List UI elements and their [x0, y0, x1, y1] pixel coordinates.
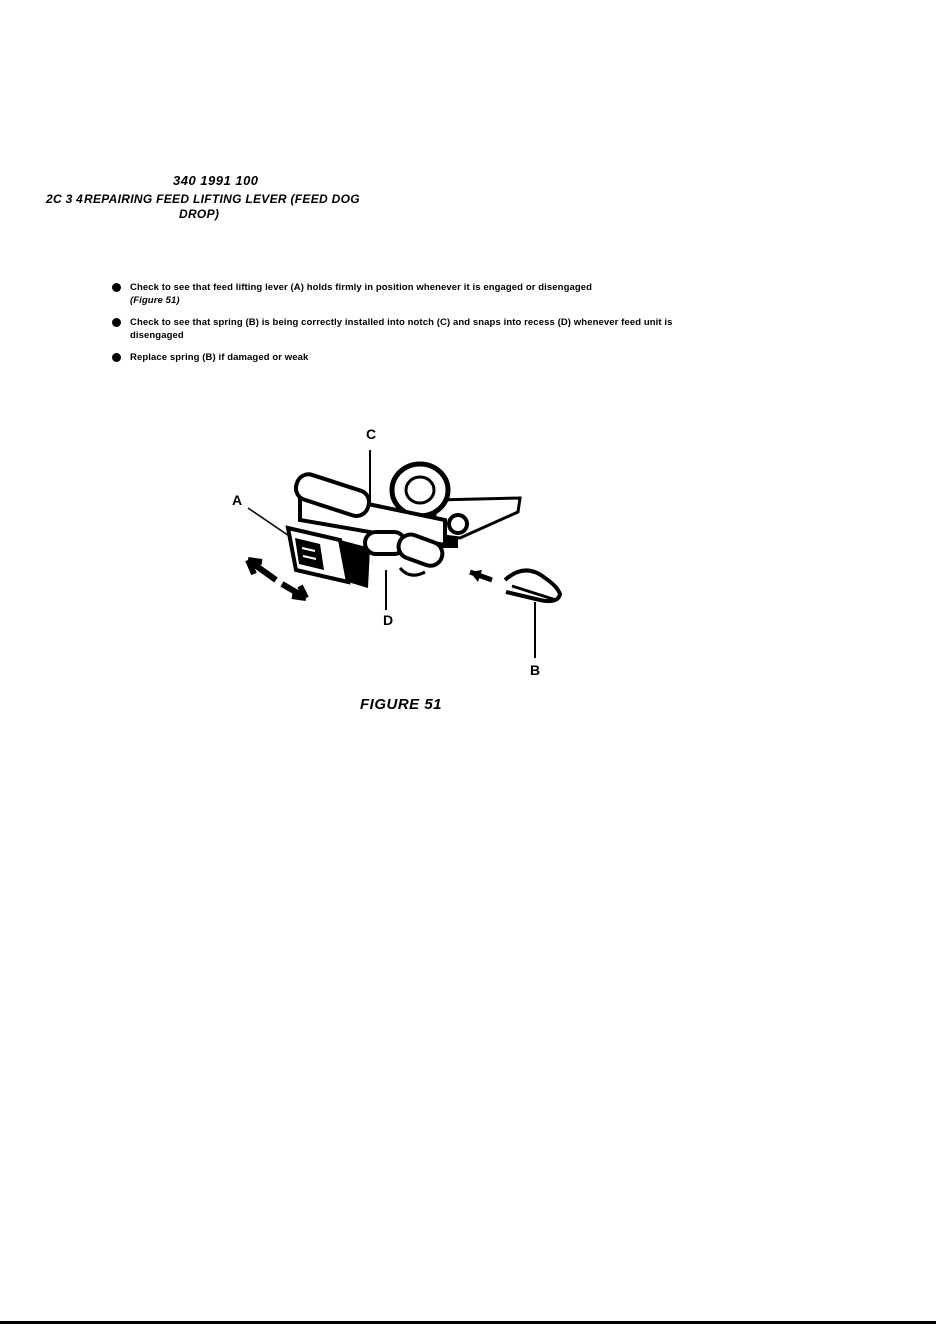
callout-b: B: [530, 662, 541, 678]
section-title-line1: REPAIRING FEED LIFTING LEVER (FEED DOG: [84, 192, 360, 206]
section-heading: [46, 192, 406, 222]
feed-lifting-lever-illustration: [220, 420, 580, 690]
arrow-right-icon: [282, 584, 306, 598]
list-item: [112, 317, 692, 342]
drum-hub: [406, 477, 434, 503]
callout-c: C: [366, 426, 377, 442]
section-number: 2C 3 4: [46, 192, 84, 206]
recess-hook: [400, 568, 425, 575]
bullet-icon: [112, 318, 121, 327]
bracket-plate: [435, 498, 520, 538]
figure-51: [220, 420, 580, 690]
bullet-icon: [112, 353, 121, 362]
instruction-list: [112, 282, 692, 375]
arrow-left-icon: [248, 560, 276, 580]
section-title-line2: DROP): [179, 207, 220, 221]
callout-d: D: [383, 612, 394, 628]
bullet-text: Check to see that spring (B) is being correctly installed into notch (C) and snaps into recess (D) whenever feed unit is disengaged: [130, 317, 673, 341]
document-code: 340 1991 100: [173, 173, 259, 188]
figure-caption: FIGURE 51: [360, 696, 443, 713]
list-item: [112, 282, 692, 307]
bullet-icon: [112, 283, 121, 292]
bullet-text: Check to see that feed lifting lever (A) holds firmly in position whenever it is engaged or disengaged: [130, 282, 593, 293]
callout-a: A: [232, 492, 243, 508]
bullet-text: Replace spring (B) if damaged or weak: [130, 352, 309, 363]
list-item: [112, 352, 692, 365]
nut: [449, 515, 467, 533]
figure-reference: (Figure 51): [130, 294, 180, 306]
